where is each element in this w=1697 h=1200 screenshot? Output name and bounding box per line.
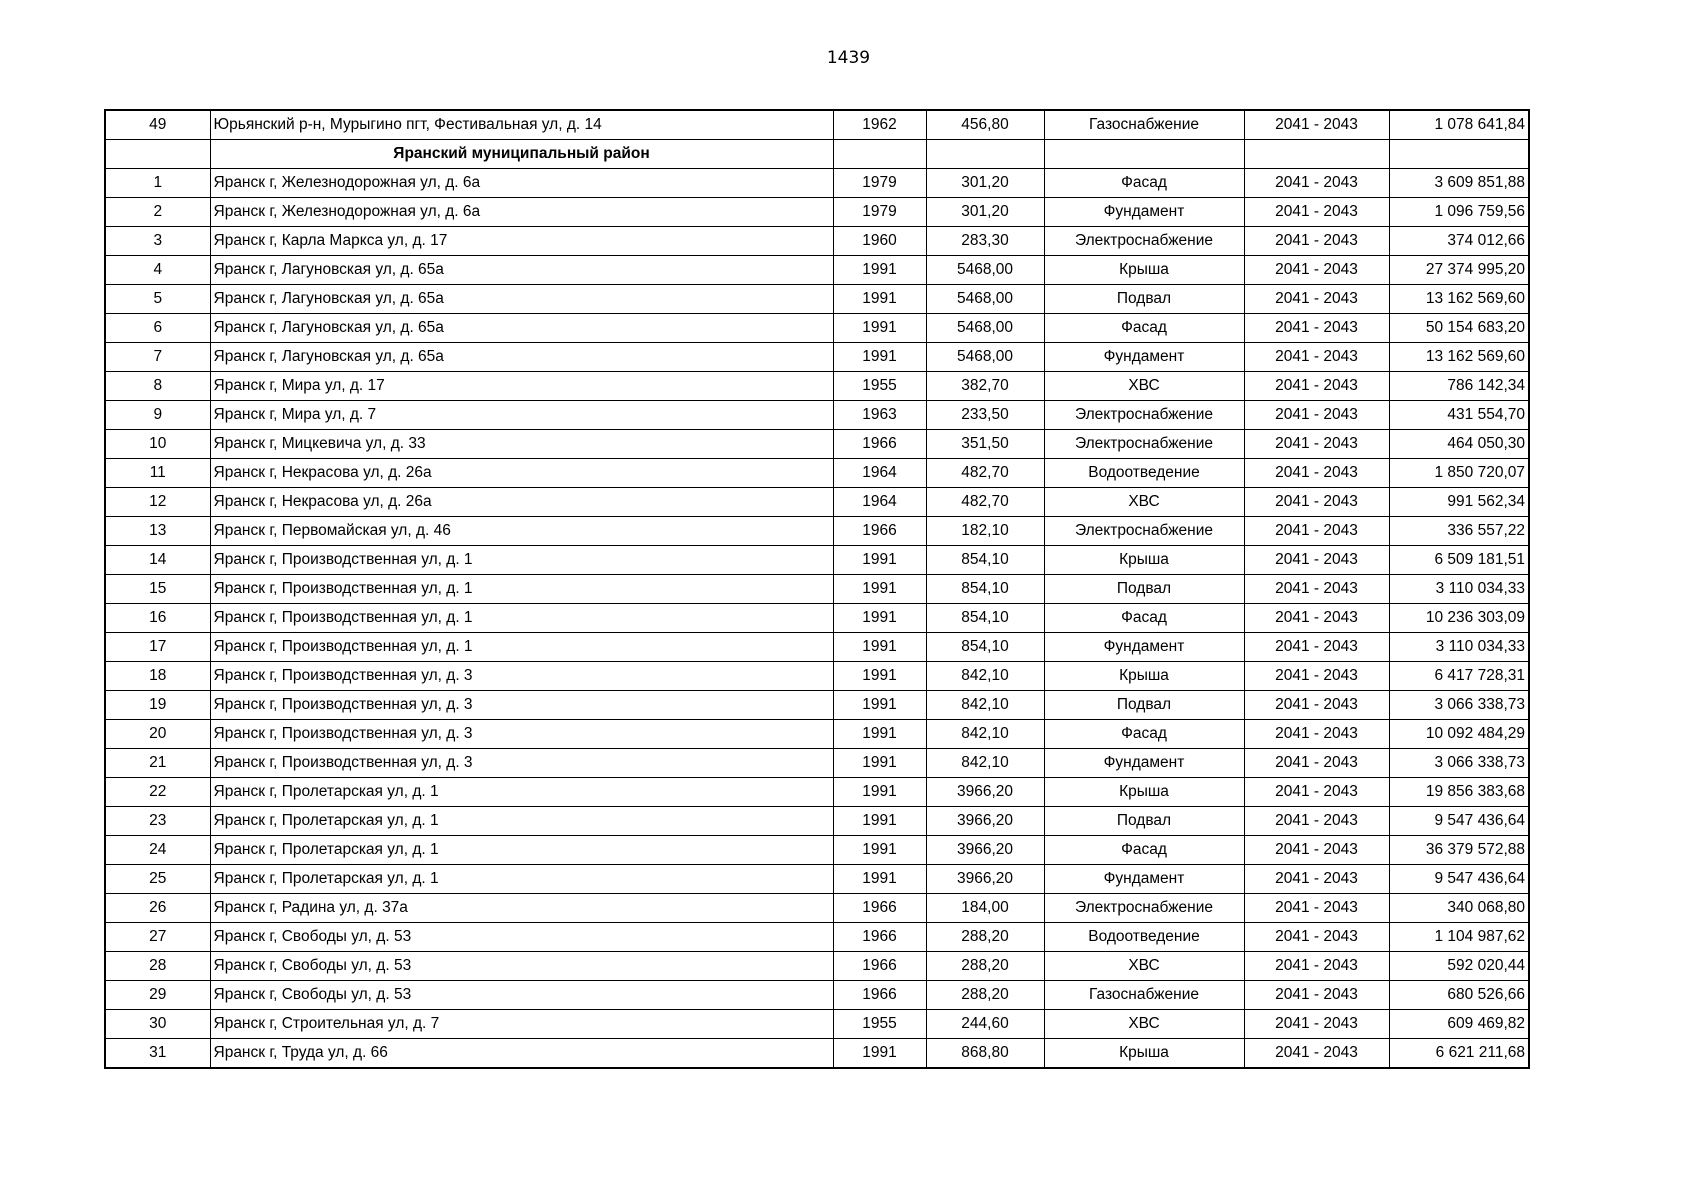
row-cost: 340 068,80: [1389, 894, 1529, 923]
row-period: 2041 - 2043: [1244, 488, 1389, 517]
row-period: 2041 - 2043: [1244, 198, 1389, 227]
table-row: [105, 198, 1529, 227]
row-area: 301,20: [926, 169, 1044, 198]
table-row: [105, 836, 1529, 865]
row-area: 3966,20: [926, 778, 1044, 807]
row-period: 2041 - 2043: [1244, 720, 1389, 749]
row-number: 27: [105, 923, 210, 952]
row-year: 1991: [833, 546, 926, 575]
row-address: Юрьянский р-н, Мурыгино пгт, Фестивальная ул, д. 14: [210, 110, 833, 140]
table-row: [105, 923, 1529, 952]
row-area: 868,80: [926, 1039, 1044, 1069]
row-year: 1991: [833, 720, 926, 749]
row-work-type: Электроснабжение: [1044, 517, 1244, 546]
table-row: [105, 1039, 1529, 1069]
row-cost: 3 066 338,73: [1389, 749, 1529, 778]
row-number: 8: [105, 372, 210, 401]
row-year: [833, 140, 926, 169]
row-year: 1991: [833, 575, 926, 604]
row-cost: 464 050,30: [1389, 430, 1529, 459]
row-number: 20: [105, 720, 210, 749]
row-period: 2041 - 2043: [1244, 430, 1389, 459]
row-work-type: ХВС: [1044, 952, 1244, 981]
row-address: Яранск г, Лагуновская ул, д. 65а: [210, 314, 833, 343]
row-number: 16: [105, 604, 210, 633]
row-cost: 6 509 181,51: [1389, 546, 1529, 575]
row-year: 1966: [833, 517, 926, 546]
row-address: Яранск г, Производственная ул, д. 3: [210, 662, 833, 691]
table-row: [105, 633, 1529, 662]
row-period: 2041 - 2043: [1244, 401, 1389, 430]
row-area: [926, 140, 1044, 169]
row-cost: 609 469,82: [1389, 1010, 1529, 1039]
table-row: [105, 459, 1529, 488]
row-period: 2041 - 2043: [1244, 227, 1389, 256]
row-address: Яранск г, Пролетарская ул, д. 1: [210, 836, 833, 865]
row-work-type: Электроснабжение: [1044, 430, 1244, 459]
row-address: Яранск г, Производственная ул, д. 3: [210, 691, 833, 720]
row-period: 2041 - 2043: [1244, 894, 1389, 923]
row-period: 2041 - 2043: [1244, 923, 1389, 952]
row-number: 30: [105, 1010, 210, 1039]
row-year: 1963: [833, 401, 926, 430]
table-row: [105, 662, 1529, 691]
row-cost: 10 092 484,29: [1389, 720, 1529, 749]
section-title: Яранский муниципальный район: [210, 140, 833, 169]
row-work-type: Электроснабжение: [1044, 227, 1244, 256]
row-address: Яранск г, Мира ул, д. 17: [210, 372, 833, 401]
table-row: [105, 169, 1529, 198]
row-work-type: Подвал: [1044, 691, 1244, 720]
row-period: 2041 - 2043: [1244, 575, 1389, 604]
row-address: Яранск г, Строительная ул, д. 7: [210, 1010, 833, 1039]
row-period: 2041 - 2043: [1244, 662, 1389, 691]
row-number: 29: [105, 981, 210, 1010]
row-address: Яранск г, Лагуновская ул, д. 65а: [210, 256, 833, 285]
row-year: 1962: [833, 110, 926, 140]
row-area: 854,10: [926, 546, 1044, 575]
table-row: [105, 227, 1529, 256]
row-number: 1: [105, 169, 210, 198]
row-period: 2041 - 2043: [1244, 459, 1389, 488]
row-cost: 19 856 383,68: [1389, 778, 1529, 807]
table-row: [105, 372, 1529, 401]
row-area: 3966,20: [926, 865, 1044, 894]
row-address: Яранск г, Производственная ул, д. 3: [210, 720, 833, 749]
row-work-type: Электроснабжение: [1044, 401, 1244, 430]
row-work-type: Крыша: [1044, 546, 1244, 575]
table-row: [105, 546, 1529, 575]
row-period: 2041 - 2043: [1244, 546, 1389, 575]
row-year: 1991: [833, 256, 926, 285]
row-work-type: [1044, 140, 1244, 169]
row-year: 1991: [833, 285, 926, 314]
row-area: 351,50: [926, 430, 1044, 459]
row-area: 482,70: [926, 459, 1044, 488]
row-work-type: Фундамент: [1044, 343, 1244, 372]
row-period: 2041 - 2043: [1244, 110, 1389, 140]
row-number: 25: [105, 865, 210, 894]
row-number: 9: [105, 401, 210, 430]
row-address: Яранск г, Производственная ул, д. 1: [210, 546, 833, 575]
row-cost: 1 078 641,84: [1389, 110, 1529, 140]
row-year: 1991: [833, 1039, 926, 1069]
row-period: 2041 - 2043: [1244, 256, 1389, 285]
row-period: 2041 - 2043: [1244, 952, 1389, 981]
row-area: 5468,00: [926, 314, 1044, 343]
table-row: [105, 604, 1529, 633]
row-number: [105, 140, 210, 169]
row-year: 1964: [833, 459, 926, 488]
row-cost: 10 236 303,09: [1389, 604, 1529, 633]
row-cost: 3 110 034,33: [1389, 575, 1529, 604]
row-address: Яранск г, Железнодорожная ул, д. 6а: [210, 169, 833, 198]
row-cost: 592 020,44: [1389, 952, 1529, 981]
table-row: [105, 343, 1529, 372]
row-period: 2041 - 2043: [1244, 517, 1389, 546]
row-work-type: Фасад: [1044, 314, 1244, 343]
row-number: 12: [105, 488, 210, 517]
row-area: 301,20: [926, 198, 1044, 227]
row-area: 5468,00: [926, 285, 1044, 314]
row-number: 18: [105, 662, 210, 691]
row-work-type: ХВС: [1044, 488, 1244, 517]
row-cost: 6 417 728,31: [1389, 662, 1529, 691]
row-period: 2041 - 2043: [1244, 778, 1389, 807]
row-work-type: Электроснабжение: [1044, 894, 1244, 923]
row-year: 1991: [833, 314, 926, 343]
row-cost: 6 621 211,68: [1389, 1039, 1529, 1069]
table-row: [105, 575, 1529, 604]
row-number: 6: [105, 314, 210, 343]
row-year: 1960: [833, 227, 926, 256]
table-row: [105, 778, 1529, 807]
row-cost: 374 012,66: [1389, 227, 1529, 256]
table-row: [105, 720, 1529, 749]
table-row: [105, 1010, 1529, 1039]
row-year: 1991: [833, 778, 926, 807]
row-number: 7: [105, 343, 210, 372]
row-address: Яранск г, Свободы ул, д. 53: [210, 981, 833, 1010]
row-period: 2041 - 2043: [1244, 372, 1389, 401]
row-cost: 991 562,34: [1389, 488, 1529, 517]
row-address: Яранск г, Мицкевича ул, д. 33: [210, 430, 833, 459]
row-cost: 336 557,22: [1389, 517, 1529, 546]
row-address: Яранск г, Производственная ул, д. 1: [210, 633, 833, 662]
row-work-type: Подвал: [1044, 575, 1244, 604]
row-year: 1991: [833, 865, 926, 894]
row-area: 854,10: [926, 604, 1044, 633]
table-row: [105, 749, 1529, 778]
row-period: 2041 - 2043: [1244, 807, 1389, 836]
row-address: Яранск г, Пролетарская ул, д. 1: [210, 807, 833, 836]
row-period: 2041 - 2043: [1244, 285, 1389, 314]
row-address: Яранск г, Труда ул, д. 66: [210, 1039, 833, 1069]
row-cost: 50 154 683,20: [1389, 314, 1529, 343]
row-number: 15: [105, 575, 210, 604]
row-work-type: Крыша: [1044, 778, 1244, 807]
row-number: 19: [105, 691, 210, 720]
row-area: 244,60: [926, 1010, 1044, 1039]
row-year: 1955: [833, 1010, 926, 1039]
row-cost: 9 547 436,64: [1389, 807, 1529, 836]
row-cost: 13 162 569,60: [1389, 285, 1529, 314]
row-number: 10: [105, 430, 210, 459]
row-cost: 431 554,70: [1389, 401, 1529, 430]
row-work-type: Газоснабжение: [1044, 981, 1244, 1010]
row-number: 3: [105, 227, 210, 256]
row-number: 13: [105, 517, 210, 546]
row-number: 21: [105, 749, 210, 778]
row-area: 854,10: [926, 575, 1044, 604]
row-year: 1991: [833, 604, 926, 633]
row-area: 288,20: [926, 923, 1044, 952]
row-area: 842,10: [926, 749, 1044, 778]
table-row: [105, 430, 1529, 459]
row-area: 233,50: [926, 401, 1044, 430]
row-area: 184,00: [926, 894, 1044, 923]
row-work-type: Фундамент: [1044, 865, 1244, 894]
row-year: 1991: [833, 749, 926, 778]
row-address: Яранск г, Пролетарская ул, д. 1: [210, 778, 833, 807]
row-year: 1966: [833, 923, 926, 952]
row-period: 2041 - 2043: [1244, 343, 1389, 372]
row-address: Яранск г, Производственная ул, д. 3: [210, 749, 833, 778]
row-year: 1955: [833, 372, 926, 401]
row-number: 5: [105, 285, 210, 314]
row-address: Яранск г, Производственная ул, д. 1: [210, 604, 833, 633]
row-area: 482,70: [926, 488, 1044, 517]
row-address: Яранск г, Некрасова ул, д. 26а: [210, 488, 833, 517]
row-address: Яранск г, Карла Маркса ул, д. 17: [210, 227, 833, 256]
row-year: 1966: [833, 952, 926, 981]
page-number: 1439: [826, 48, 871, 68]
row-number: 31: [105, 1039, 210, 1069]
section-header-row: [105, 140, 1529, 169]
row-work-type: ХВС: [1044, 372, 1244, 401]
row-number: 22: [105, 778, 210, 807]
row-address: Яранск г, Лагуновская ул, д. 65а: [210, 285, 833, 314]
table-row: [105, 691, 1529, 720]
row-work-type: Водоотведение: [1044, 923, 1244, 952]
row-year: 1991: [833, 343, 926, 372]
row-address: Яранск г, Первомайская ул, д. 46: [210, 517, 833, 546]
table-row: [105, 807, 1529, 836]
table-row: [105, 314, 1529, 343]
table-row: [105, 865, 1529, 894]
table-row: [105, 401, 1529, 430]
row-address: Яранск г, Радина ул, д. 37а: [210, 894, 833, 923]
row-number: 24: [105, 836, 210, 865]
row-work-type: Фундамент: [1044, 198, 1244, 227]
row-area: 5468,00: [926, 256, 1044, 285]
row-area: 182,10: [926, 517, 1044, 546]
row-period: 2041 - 2043: [1244, 1039, 1389, 1069]
row-cost: 1 850 720,07: [1389, 459, 1529, 488]
row-year: 1991: [833, 691, 926, 720]
row-area: 288,20: [926, 952, 1044, 981]
row-work-type: Фасад: [1044, 836, 1244, 865]
row-number: 17: [105, 633, 210, 662]
row-cost: 3 066 338,73: [1389, 691, 1529, 720]
table-row: [105, 981, 1529, 1010]
row-cost: 13 162 569,60: [1389, 343, 1529, 372]
row-address: Яранск г, Некрасова ул, д. 26а: [210, 459, 833, 488]
row-number: 49: [105, 110, 210, 140]
register-body: [105, 110, 1529, 1068]
row-period: 2041 - 2043: [1244, 981, 1389, 1010]
row-work-type: Фасад: [1044, 604, 1244, 633]
row-year: 1966: [833, 430, 926, 459]
row-period: 2041 - 2043: [1244, 836, 1389, 865]
row-number: 23: [105, 807, 210, 836]
row-cost: 680 526,66: [1389, 981, 1529, 1010]
row-address: Яранск г, Мира ул, д. 7: [210, 401, 833, 430]
row-year: 1991: [833, 836, 926, 865]
row-address: Яранск г, Свободы ул, д. 53: [210, 923, 833, 952]
row-address: Яранск г, Свободы ул, д. 53: [210, 952, 833, 981]
row-area: 854,10: [926, 633, 1044, 662]
row-work-type: Крыша: [1044, 256, 1244, 285]
row-cost: 27 374 995,20: [1389, 256, 1529, 285]
row-year: 1979: [833, 198, 926, 227]
row-number: 14: [105, 546, 210, 575]
row-work-type: Фундамент: [1044, 749, 1244, 778]
row-address: Яранск г, Производственная ул, д. 1: [210, 575, 833, 604]
table-row: [105, 256, 1529, 285]
row-area: 382,70: [926, 372, 1044, 401]
register-table: [104, 109, 1530, 1069]
row-area: 288,20: [926, 981, 1044, 1010]
row-period: 2041 - 2043: [1244, 749, 1389, 778]
row-period: 2041 - 2043: [1244, 691, 1389, 720]
row-year: 1991: [833, 807, 926, 836]
row-work-type: Фасад: [1044, 720, 1244, 749]
row-number: 4: [105, 256, 210, 285]
row-period: 2041 - 2043: [1244, 169, 1389, 198]
row-work-type: Фасад: [1044, 169, 1244, 198]
row-cost: 3 609 851,88: [1389, 169, 1529, 198]
row-period: 2041 - 2043: [1244, 865, 1389, 894]
row-year: 1964: [833, 488, 926, 517]
row-work-type: Водоотведение: [1044, 459, 1244, 488]
row-work-type: Подвал: [1044, 807, 1244, 836]
row-cost: 36 379 572,88: [1389, 836, 1529, 865]
row-address: Яранск г, Пролетарская ул, д. 1: [210, 865, 833, 894]
row-period: [1244, 140, 1389, 169]
row-period: 2041 - 2043: [1244, 1010, 1389, 1039]
row-number: 26: [105, 894, 210, 923]
table-row: [105, 952, 1529, 981]
row-cost: 786 142,34: [1389, 372, 1529, 401]
row-work-type: Подвал: [1044, 285, 1244, 314]
row-cost: 9 547 436,64: [1389, 865, 1529, 894]
table-row: [105, 488, 1529, 517]
row-cost: 3 110 034,33: [1389, 633, 1529, 662]
row-cost: 1 104 987,62: [1389, 923, 1529, 952]
row-address: Яранск г, Железнодорожная ул, д. 6а: [210, 198, 833, 227]
row-year: 1966: [833, 981, 926, 1010]
row-cost: 1 096 759,56: [1389, 198, 1529, 227]
table-row: [105, 110, 1529, 140]
row-period: 2041 - 2043: [1244, 633, 1389, 662]
row-area: 842,10: [926, 720, 1044, 749]
row-work-type: Крыша: [1044, 662, 1244, 691]
row-number: 28: [105, 952, 210, 981]
row-period: 2041 - 2043: [1244, 604, 1389, 633]
row-year: 1991: [833, 662, 926, 691]
row-area: 5468,00: [926, 343, 1044, 372]
row-area: 3966,20: [926, 836, 1044, 865]
row-address: Яранск г, Лагуновская ул, д. 65а: [210, 343, 833, 372]
row-cost: [1389, 140, 1529, 169]
row-area: 842,10: [926, 662, 1044, 691]
row-area: 456,80: [926, 110, 1044, 140]
row-year: 1966: [833, 894, 926, 923]
table-row: [105, 894, 1529, 923]
row-area: 283,30: [926, 227, 1044, 256]
row-period: 2041 - 2043: [1244, 314, 1389, 343]
row-year: 1979: [833, 169, 926, 198]
row-work-type: Газоснабжение: [1044, 110, 1244, 140]
row-work-type: ХВС: [1044, 1010, 1244, 1039]
row-work-type: Фундамент: [1044, 633, 1244, 662]
row-number: 11: [105, 459, 210, 488]
table-row: [105, 517, 1529, 546]
row-work-type: Крыша: [1044, 1039, 1244, 1069]
row-area: 842,10: [926, 691, 1044, 720]
table-row: [105, 285, 1529, 314]
row-area: 3966,20: [926, 807, 1044, 836]
row-number: 2: [105, 198, 210, 227]
row-year: 1991: [833, 633, 926, 662]
